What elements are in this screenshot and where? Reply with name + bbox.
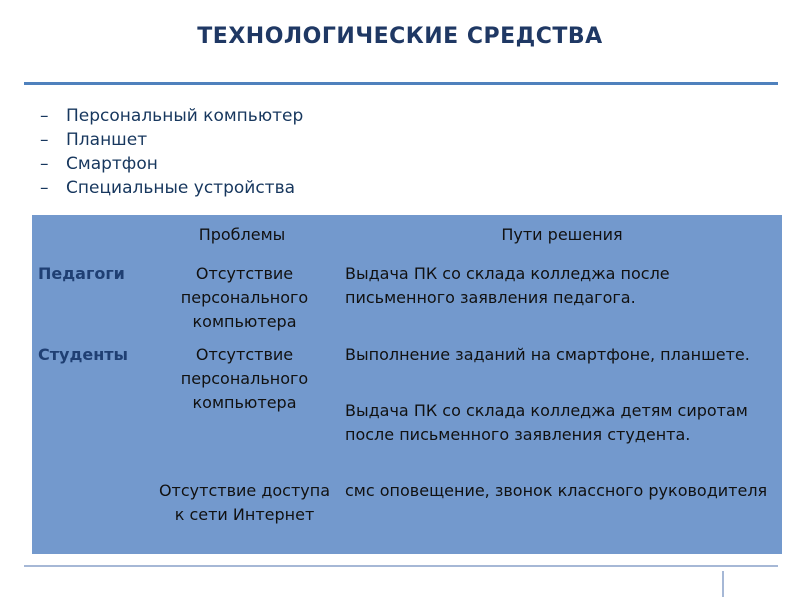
bullet-dash: –: [40, 106, 49, 126]
title-divider: [24, 82, 778, 85]
row-problem: Отсутствие доступа к сети Интернет: [158, 481, 331, 524]
list-item: [40, 152, 303, 176]
bullet-dash: –: [40, 154, 49, 174]
row-problem: Отсутствие персонального компьютера: [180, 264, 309, 331]
list-item: [40, 128, 303, 152]
row-solution: Выдача ПК со склада колледжа детям сиротам после письменного заявления студента.: [345, 401, 748, 444]
footer-divider: [24, 565, 778, 567]
bullet-dash: –: [40, 130, 49, 150]
header-solutions: Пути решения: [501, 225, 623, 244]
row-solution: Выдача ПК со склада колледжа после письменного заявления педагога.: [345, 264, 670, 307]
row-solution: Выполнение заданий на смартфоне, планшете.: [345, 345, 750, 364]
list-item: [40, 104, 303, 128]
header-problems: Проблемы: [198, 225, 286, 244]
list-item-text: Планшет: [66, 130, 148, 150]
footer-mark: [722, 571, 724, 597]
problems-solutions-table: [32, 215, 782, 554]
list-item-text: Персональный компьютер: [66, 106, 304, 126]
row-solution: смс оповещение, звонок классного руководителя: [345, 481, 768, 500]
list-item-text: Специальные устройства: [66, 178, 296, 198]
list-item: [40, 176, 303, 200]
bullet-dash: –: [40, 178, 49, 198]
row-problem: Отсутствие персонального компьютера: [180, 345, 309, 412]
device-list: [40, 104, 303, 200]
row-role-students: Студенты: [38, 345, 129, 364]
list-item-text: Смартфон: [66, 154, 158, 174]
row-role-teachers: Педагоги: [38, 264, 125, 283]
slide-title: ТЕХНОЛОГИЧЕСКИЕ СРЕДСТВА: [197, 24, 603, 49]
